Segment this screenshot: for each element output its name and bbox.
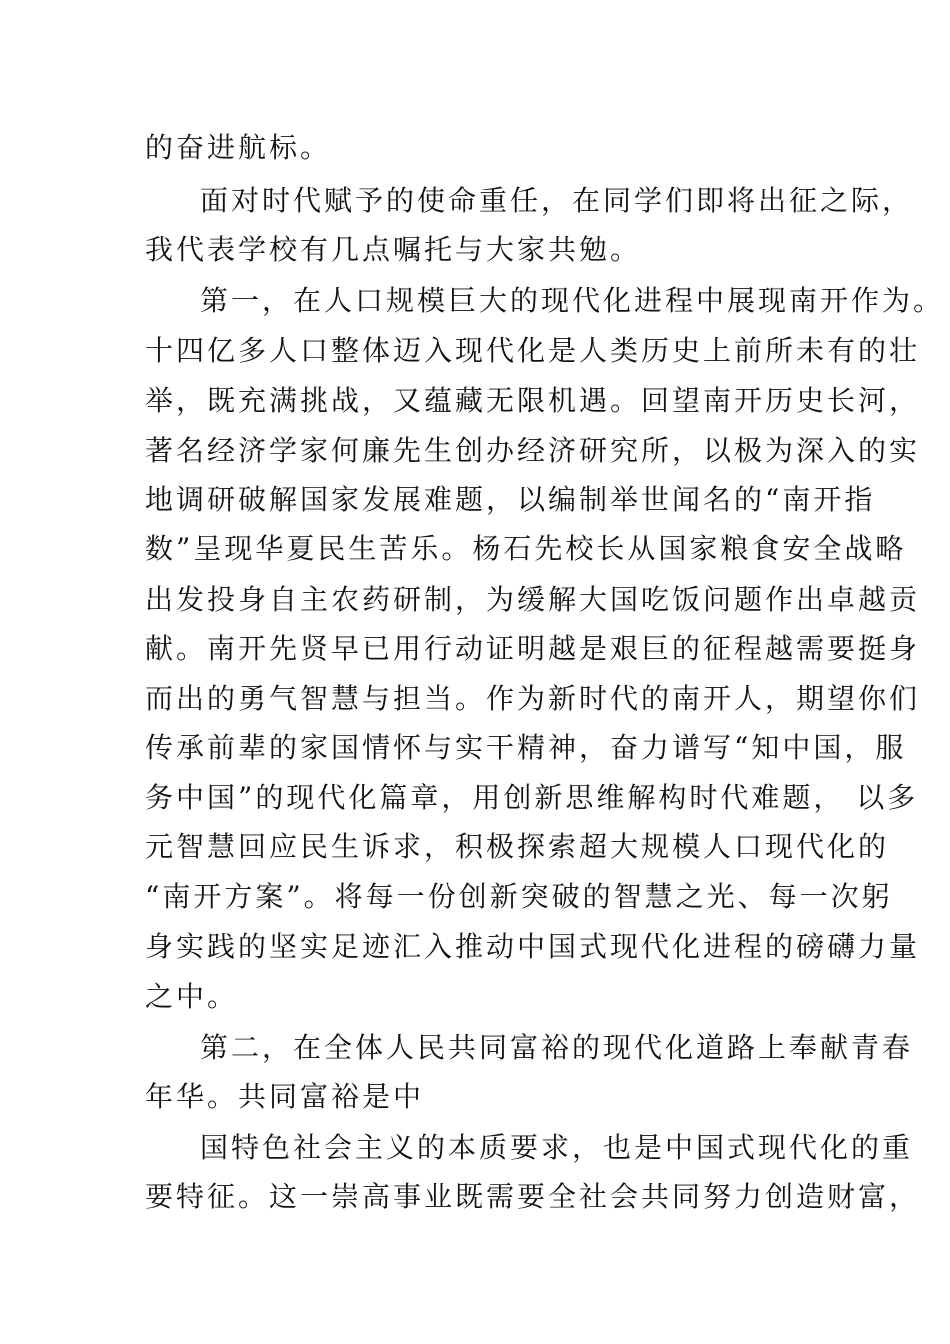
text-line-12: 而出的勇气智慧与担当。作为新时代的南开人，期望你们 bbox=[145, 682, 921, 715]
text-line-16: “南开方案”。将每一份创新突破的智慧之光、每一次躬 bbox=[145, 880, 893, 913]
text-line-8: 地调研破解国家发展难题，以编制举世闻名的“南开指 bbox=[145, 483, 876, 516]
text-line-18: 之中。 bbox=[145, 980, 239, 1013]
text-line-1: 的奋进航标。 bbox=[145, 131, 332, 164]
text-line-19: 第二，在全体人民共同富裕的现代化道路上奉献青春 bbox=[200, 1031, 914, 1064]
text-line-14: 务中国”的现代化篇章，用创新思维解构时代难题， 以多 bbox=[145, 781, 919, 814]
text-line-6: 举，既充满挑战，又蕴藏无限机遇。回望南开历史长河， bbox=[145, 384, 921, 417]
text-line-9: 数”呈现华夏民生苦乐。杨石先校长从国家粮食安全战略 bbox=[145, 532, 907, 565]
text-line-5: 十四亿多人口整体迈入现代化是人类历史上前所未有的壮 bbox=[145, 334, 921, 367]
text-line-22: 要特征。这一崇高事业既需要全社会共同努力创造财富， bbox=[145, 1180, 921, 1213]
text-line-11: 献。南开先贤早已用行动证明越是艰巨的征程越需要挺身 bbox=[145, 632, 921, 665]
text-line-13: 传承前辈的家国情怀与实干精神，奋力谱写“知中国，服 bbox=[145, 731, 907, 764]
text-line-4: 第一，在人口规模巨大的现代化进程中展现南开作为。 bbox=[200, 284, 945, 317]
text-line-21: 国特色社会主义的本质要求，也是中国式现代化的重 bbox=[200, 1131, 914, 1164]
text-line-10: 出发投身自主农药研制，为缓解大国吃饭问题作出卓越贡 bbox=[145, 583, 921, 616]
text-line-2: 面对时代赋予的使命重任，在同学们即将出征之际， bbox=[200, 184, 914, 217]
text-line-15: 元智慧回应民生诉求，积极探索超大规模人口现代化的 bbox=[145, 830, 890, 863]
text-line-3: 我代表学校有几点嘱托与大家共勉。 bbox=[145, 233, 642, 266]
text-line-17: 身实践的坚实足迹汇入推动中国式现代化进程的磅礴力量 bbox=[145, 930, 921, 963]
text-line-7: 著名经济学家何廉先生创办经济研究所，以极为深入的实 bbox=[145, 434, 921, 467]
text-line-20: 年华。共同富裕是中 bbox=[145, 1080, 425, 1113]
